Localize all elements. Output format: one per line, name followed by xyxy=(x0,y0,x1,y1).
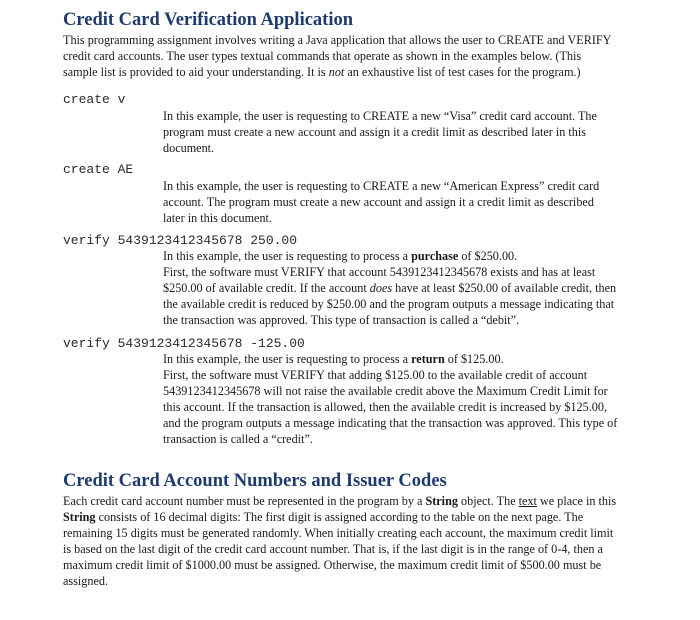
paragraph-line: String consists of 16 decimal digits: The first digit is assigned according to the table on the next page. The xyxy=(63,510,584,524)
example-description-verify-return xyxy=(163,351,633,447)
paragraph-line: maximum credit limit of $1000.00 must be assigned. Otherwise, the maximum credit limit of $500.00 must be xyxy=(63,558,602,572)
paragraph-line: is based on the last digit of the credit card account number. That is, if the last digit is in the range of 0-4, then a xyxy=(63,542,603,556)
description-line: document. xyxy=(163,141,215,155)
description-line: the available credit is reduced by $250.00 and the program outputs a message indicating that xyxy=(163,297,615,311)
description-line: In this example, the user is requesting to process a purchase of $250.00. xyxy=(163,249,518,263)
description-line: First, the software must VERIFY that adding $125.00 to the available credit of account xyxy=(163,368,588,382)
intro-line: This programming assignment involves writing a Java application that allows the user to CREATE and VERIFY xyxy=(63,33,612,47)
section-title-account-numbers: Credit Card Account Numbers and Issuer Codes xyxy=(63,471,447,491)
intro-line: sample list is provided to aid your understanding. It is not an exhaustive list of test cases for the program.) xyxy=(63,65,581,79)
description-line: 5439123412345678 will not raise the available credit above the Maximum Credit Limit for xyxy=(163,384,608,398)
emphasis-string: String xyxy=(425,494,458,508)
description-line: this account. If the transaction is allowed, then the available credit is increased by $125.00, xyxy=(163,400,608,414)
section-title-credit-card-verification: Credit Card Verification Application xyxy=(63,10,354,30)
example-description-create-ae xyxy=(163,178,633,226)
intro-line: credit card accounts. The user types textual commands that operate as shown in the examples below. (This xyxy=(63,49,582,63)
description-line: In this example, the user is requesting to CREATE a new “Visa” credit card account. The xyxy=(163,109,597,123)
paragraph-line: remaining 15 digits must be generated randomly. When initially creating each account, the maximum credit limit xyxy=(63,526,614,540)
description-line: In this example, the user is requesting to CREATE a new “American Express” credit card xyxy=(163,179,600,193)
paragraph-line: Each credit card account number must be represented in the program by a String object. The text we place in this xyxy=(63,494,617,508)
intro-paragraph xyxy=(63,32,638,80)
emphasis-not: not xyxy=(328,65,345,79)
account-numbers-paragraph xyxy=(63,493,638,589)
description-line: $250.00 of available credit. If the account does have at least $250.00 of available credit, then xyxy=(163,281,617,295)
description-line: the transaction was approved. This type of transaction is called a “debit”. xyxy=(163,313,520,327)
description-line: account. The program must create a new account and assign it a credit limit as described xyxy=(163,195,594,209)
command-example-verify-return: verify 5439123412345678 -125.00 xyxy=(63,336,305,351)
emphasis-string: String xyxy=(63,510,96,524)
description-line: and the program outputs a message indicating that the transaction was approved. This type of xyxy=(163,416,618,430)
emphasis-does: does xyxy=(369,281,393,295)
command-example-create-ae: create AE xyxy=(63,162,134,177)
command-example-verify-purchase: verify 5439123412345678 250.00 xyxy=(63,233,298,248)
emphasis-purchase: purchase xyxy=(411,249,459,263)
description-line: program must create a new account and assign it a credit limit as described later in this xyxy=(163,125,587,139)
description-line: transaction is called a “credit”. xyxy=(163,432,313,446)
emphasis-text: text xyxy=(518,494,537,508)
description-line: In this example, the user is requesting to process a return of $125.00. xyxy=(163,352,504,366)
example-description-verify-purchase xyxy=(163,248,633,328)
description-line: First, the software must VERIFY that account 5439123412345678 exists and has at least xyxy=(163,265,596,279)
description-line: later in this document. xyxy=(163,211,272,225)
example-description-create-v xyxy=(163,108,633,156)
paragraph-line: assigned. xyxy=(63,574,109,588)
command-example-create-v: create v xyxy=(63,92,126,107)
emphasis-return: return xyxy=(411,352,445,366)
